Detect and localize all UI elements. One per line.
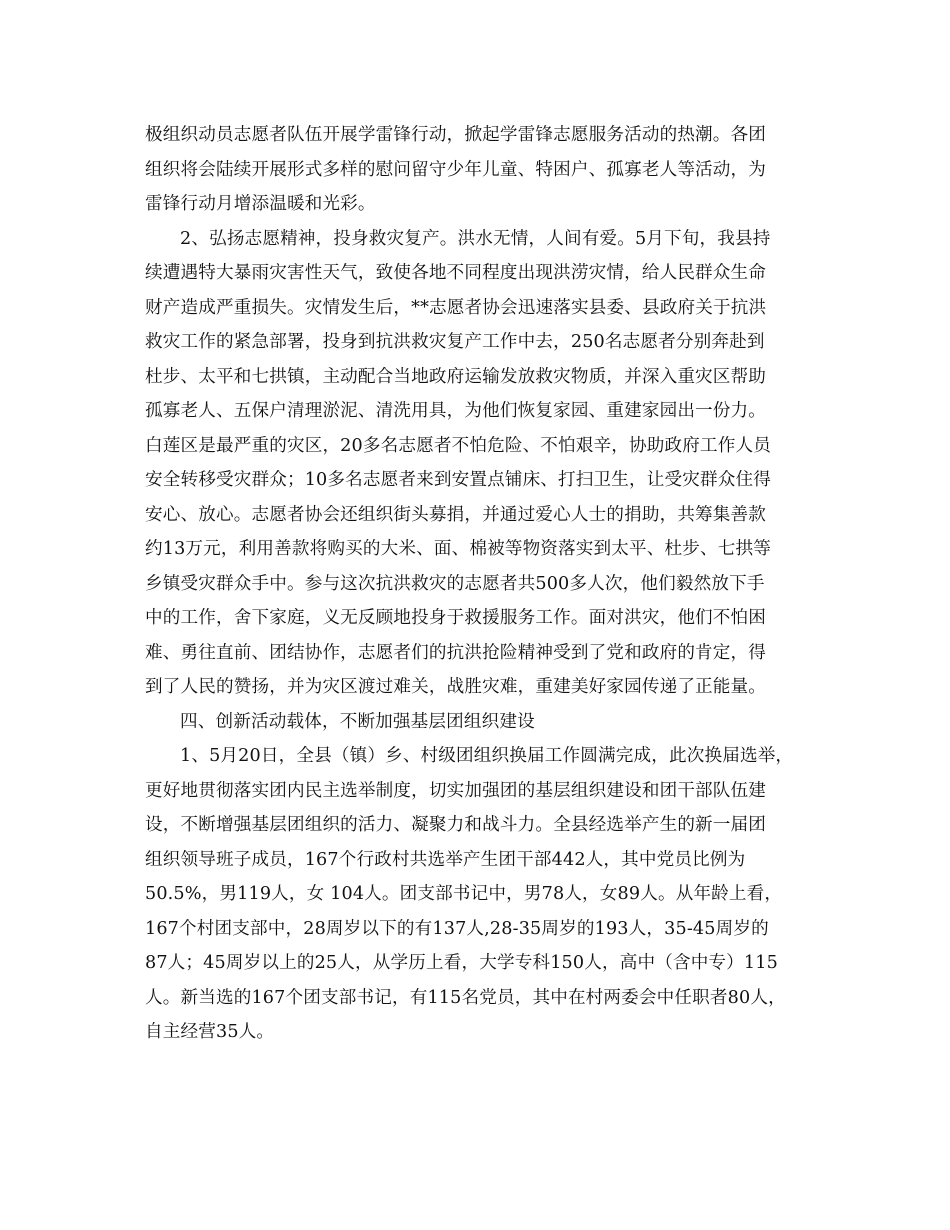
text-line: 87人；45周岁以上的25人，从学历上看，大学专科150人，高中（含中专）115 bbox=[145, 953, 778, 973]
text-line: 2、弘扬志愿精神，投身救灾复产。洪水无情，人间有爱。5月下旬，我县持 bbox=[180, 228, 771, 249]
text-line: 雷锋行动月增添温暖和光彩。 bbox=[145, 194, 376, 214]
text-line: 极组织动员志愿者队伍开展学雷锋行动，掀起学雷锋志愿服务活动的热潮。各团 bbox=[145, 125, 767, 145]
text-line: 救灾工作的紧急部署，投身到抗洪救灾复产工作中去，250名志愿者分别奔赴到 bbox=[145, 332, 765, 352]
text-line: 四、创新活动载体，不断加强基层团组织建设 bbox=[180, 711, 535, 732]
text-line: 难、勇往直前、团结协作，志愿者们的抗洪抢险精神受到了党和政府的肯定，得 bbox=[145, 642, 767, 663]
text-line: 续遭遇特大暴雨灾害性天气，致使各地不同程度出现洪涝灾情，给人民群众生命 bbox=[145, 263, 767, 283]
text-line: 白莲区是最严重的灾区，20多名志愿者不怕危险、不怕艰辛，协助政府工作人员 bbox=[145, 435, 771, 456]
body-text bbox=[145, 118, 810, 1050]
text-line: 孤寡老人、五保户清理淤泥、清洗用具，为他们恢复家园、重建家园出一份力。 bbox=[145, 401, 767, 421]
text-line: 更好地贯彻落实团内民主选举制度，切实加强团的基层组织建设和团干部队伍建 bbox=[145, 780, 767, 801]
text-line: 设，不断增强基层团组织的活力、凝聚力和战斗力。全县经选举产生的新一届团 bbox=[145, 815, 767, 835]
text-line: 人。新当选的167个团支部书记，有115名党员，其中在村两委会中任职者80人， bbox=[145, 987, 786, 1008]
text-line: 到了人民的赞扬，并为灾区渡过难关，战胜灾难，重建美好家园传递了正能量。 bbox=[145, 677, 767, 697]
text-line: 乡镇受灾群众手中。参与这次抗洪救灾的志愿者共500多人次，他们毅然放下手 bbox=[145, 573, 765, 594]
text-line: 安心、放心。志愿者协会还组织街头募捐，并通过爱心人士的捐助，共筹集善款 bbox=[145, 504, 767, 525]
text-line: 167个村团支部中，28周岁以下的有137人,28-35周岁的193人，35-45周岁的 bbox=[145, 918, 769, 939]
text-line: 1、5月20日，全县（镇）乡、村级团组织换届工作圆满完成，此次换届选举， bbox=[180, 746, 794, 766]
text-line: 杜步、太平和七拱镇，主动配合当地政府运输发放救灾物质，并深入重灾区帮助 bbox=[145, 366, 767, 387]
text-line: 中的工作，舍下家庭，义无反顾地投身于救援服务工作。面对洪灾，他们不怕困 bbox=[145, 608, 767, 628]
text-line: 自主经营35人。 bbox=[145, 1022, 275, 1042]
text-line: 50.5%，男119人，女 104人。团支部书记中，男78人，女89人。从年龄上看， bbox=[145, 884, 783, 904]
text-line: 财产造成严重损失。灾情发生后，**志愿者协会迅速落实县委、县政府关于抗洪 bbox=[145, 297, 767, 318]
text-line: 组织将会陆续开展形式多样的慰问留守少年儿童、特困户、孤寡老人等活动，为 bbox=[145, 159, 767, 180]
text-line: 约13万元，利用善款将购买的大米、面、棉被等物资落实到太平、杜步、七拱等 bbox=[145, 539, 771, 559]
text-line: 组织领导班子成员，167个行政村共选举产生团干部442人，其中党员比例为 bbox=[145, 849, 746, 870]
text-line: 安全转移受灾群众；10多名志愿者来到安置点铺床、打扫卫生，让受灾群众住得 bbox=[145, 470, 771, 490]
